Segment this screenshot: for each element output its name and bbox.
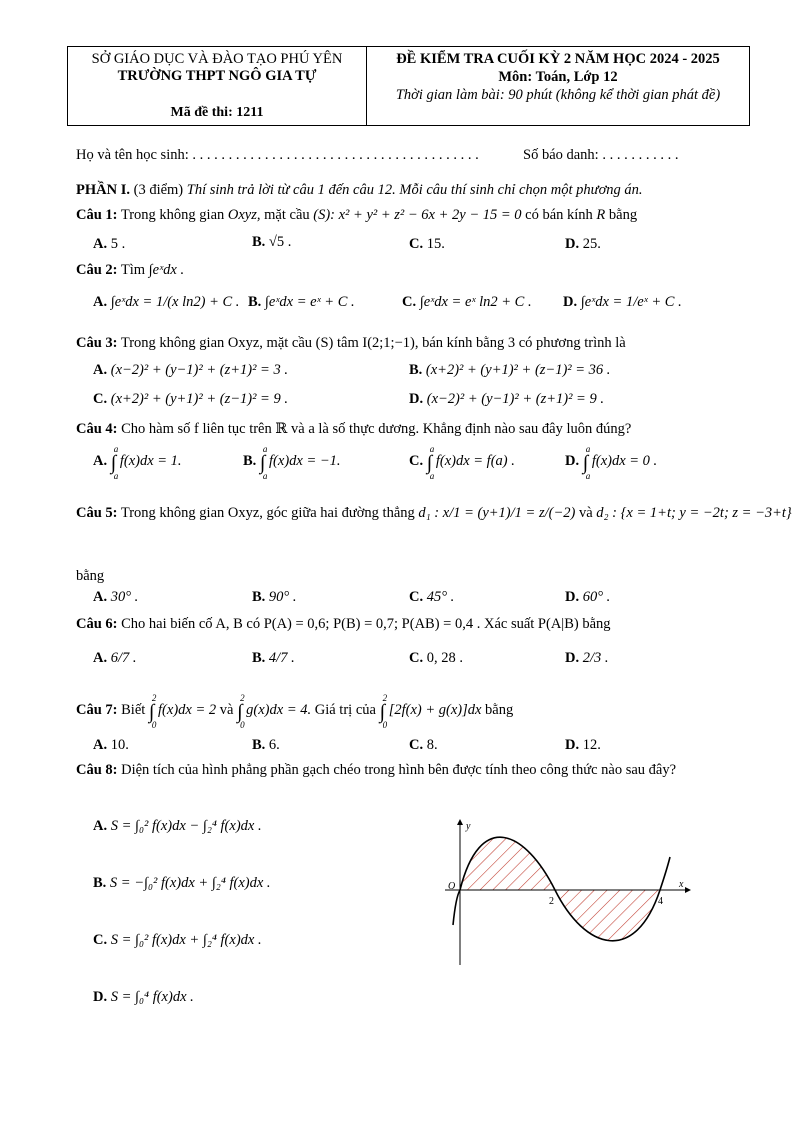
q3-option-d[interactable]: D. (x−2)² + (y−1)² + (z+1)² = 9 . <box>409 391 604 407</box>
q6-option-b[interactable]: B. 4/7 . <box>252 650 295 666</box>
q4-option-c[interactable]: C. ∫ a a f(x)dx = f(a) . <box>409 444 515 481</box>
department-name: SỞ GIÁO DỤC VÀ ĐÀO TẠO PHÚ YÊN <box>91 51 343 67</box>
question-1 <box>76 207 637 224</box>
q1-option-b[interactable]: B. √5 . <box>252 234 292 250</box>
exam-duration: Thời gian làm bài: 90 phút (không kể thời gian phát đề) <box>395 87 721 103</box>
part1-heading <box>76 182 643 199</box>
q8-option-b[interactable]: B. S = −∫₀² f(x)dx + ∫₂⁴ f(x)dx . <box>93 875 271 891</box>
q1-text-b: mặt cầu <box>264 207 310 223</box>
q8-graph <box>440 815 710 970</box>
q3-option-b[interactable]: B. (x+2)² + (y+1)² + (z−1)² = 36 . <box>409 362 611 378</box>
question-8 <box>76 762 716 779</box>
q2-text: Tìm <box>120 262 146 278</box>
q4-option-d[interactable]: D. ∫ a a f(x)dx = 0 . <box>565 444 658 481</box>
q1-space: Oxyz, <box>227 207 261 223</box>
question-3 <box>76 335 626 352</box>
q8-option-c[interactable]: C. S = ∫₀² f(x)dx + ∫₂⁴ f(x)dx . <box>93 932 262 948</box>
q7-integral-f: f(x)dx = 2 <box>158 702 217 718</box>
q5-and: và <box>578 505 593 521</box>
q8-label: Câu 8: <box>76 762 118 778</box>
x-axis-label: x <box>679 879 684 890</box>
q3-text: Trong không gian Oxyz, mặt cầu (S) tâm I(2;1;−1), bán kính bằng 3 có phương trình là <box>120 335 626 351</box>
q7-integral-combined: [2f(x) + g(x)]dx <box>388 702 482 718</box>
school-name: TRƯỜNG THPT NGÔ GIA TỰ <box>117 68 317 84</box>
q5-label: Câu 5: <box>76 505 118 521</box>
q2-label: Câu 2: <box>76 262 118 278</box>
exam-title: ĐỀ KIỂM TRA CUỐI KỲ 2 NĂM HỌC 2024 - 2025 <box>396 51 720 67</box>
q1-option-d[interactable]: D. 25. <box>565 236 601 252</box>
q2-option-b[interactable]: B. ∫eˣdx = eˣ + C . <box>248 294 355 310</box>
q4-text: Cho hàm số f liên tục trên ℝ và a là số thực dương. Khẳng định nào sau đây luôn đúng? <box>121 421 632 437</box>
q2-option-a[interactable]: A. ∫eˣdx = 1/(x ln2) + C . <box>93 294 240 310</box>
exam-subject: Môn: Toán, Lớp 12 <box>498 69 618 85</box>
q5-tail: bằng <box>76 568 105 584</box>
q1-option-a[interactable]: A. 5 . <box>93 236 126 252</box>
q1-option-c[interactable]: C. 15. <box>409 236 445 252</box>
tick-label-4: 4 <box>658 896 663 907</box>
q1-label: Câu 1: <box>76 207 118 223</box>
q3-option-a[interactable]: A. (x−2)² + (y−1)² + (z+1)² = 3 . <box>93 362 288 378</box>
part1-title: PHẦN I. <box>76 182 130 198</box>
exam-code: Mã đề thi: 1211 <box>170 105 264 120</box>
q8-option-a[interactable]: A. S = ∫₀² f(x)dx − ∫₂⁴ f(x)dx . <box>93 818 262 834</box>
q5-line-d1: d₁ : x/1 = (y+1)/1 = z/(−2) <box>418 505 576 521</box>
q8-option-d[interactable]: D. S = ∫₀⁴ f(x)dx . <box>93 989 194 1005</box>
q5-option-c[interactable]: C. 45° . <box>409 589 455 605</box>
q7-label: Câu 7: <box>76 702 118 718</box>
q2-expression: ∫eˣdx . <box>148 262 185 278</box>
q5-text: Trong không gian Oxyz, góc giữa hai đường thẳng <box>120 505 415 521</box>
q7-option-d[interactable]: D. 12. <box>565 737 601 753</box>
exam-header <box>67 46 750 126</box>
q6-option-a[interactable]: A. 6/7 . <box>93 650 137 666</box>
q6-option-c[interactable]: C. 0, 28 . <box>409 650 463 666</box>
q7-option-a[interactable]: A. 10. <box>93 737 129 753</box>
q3-label: Câu 3: <box>76 335 118 351</box>
q4-option-a[interactable]: A. ∫ a a f(x)dx = 1. <box>93 444 182 481</box>
part1-instruction: Thí sinh trả lời từ câu 1 đến câu 12. Mỗi câu thí sinh chỉ chọn một phương án. <box>186 182 643 198</box>
q1-radius: R <box>596 207 606 223</box>
question-7: Câu 7: Biết ∫ 2 0 f(x)dx = 2 và ∫ 2 0 g(x)dx = 4. Giá trị của ∫ 2 0 [2f(x) + g(x)]dx bằng <box>76 693 514 730</box>
question-4 <box>76 421 631 438</box>
q4-label: Câu 4: <box>76 421 118 437</box>
y-axis-label: y <box>466 821 471 832</box>
part1-points: (3 điểm) <box>133 182 184 198</box>
q1-text-d: bằng <box>608 207 638 223</box>
q7-integral-g: g(x)dx = 4. <box>246 702 312 718</box>
q4-option-b[interactable]: B. ∫ a a f(x)dx = −1. <box>243 444 341 481</box>
question-2 <box>76 262 184 279</box>
tick-label-2: 2 <box>549 896 554 907</box>
student-id-line: Số báo danh: . . . . . . . . . . . <box>523 147 679 163</box>
q5-option-a[interactable]: A. 30° . <box>93 589 139 605</box>
q5-line-d2: d₂ : {x = 1+t; y = −2t; z = −3+t} <box>596 505 792 521</box>
q1-text: Trong không gian <box>120 207 225 223</box>
q1-text-c: có bán kính <box>525 207 593 223</box>
q5-option-b[interactable]: B. 90° . <box>252 589 297 605</box>
q7-option-c[interactable]: C. 8. <box>409 737 438 753</box>
q1-equation: (S): x² + y² + z² − 6x + 2y − 15 = 0 <box>313 207 522 223</box>
q2-option-d[interactable]: D. ∫eˣdx = 1/eˣ + C . <box>563 294 682 310</box>
question-5 <box>76 505 792 522</box>
hatched-region-left <box>460 837 555 890</box>
origin-label: O <box>448 881 456 892</box>
q6-text: Cho hai biến cố A, B có P(A) = 0,6; P(B) = 0,7; P(AB) = 0,4 . Xác suất P(A|B) bằng <box>121 616 611 632</box>
q6-label: Câu 6: <box>76 616 118 632</box>
question-6 <box>76 616 611 633</box>
q5-option-d[interactable]: D. 60° . <box>565 589 611 605</box>
q2-option-c[interactable]: C. ∫eˣdx = eˣ ln2 + C . <box>402 294 532 310</box>
q7-option-b[interactable]: B. 6. <box>252 737 280 753</box>
q8-text: Diện tích của hình phẳng phần gạch chéo trong hình bên được tính theo công thức nào sau đây? <box>121 762 677 778</box>
q3-option-c[interactable]: C. (x+2)² + (y+1)² + (z−1)² = 9 . <box>93 391 288 407</box>
student-name-line: Họ và tên học sinh: . . . . . . . . . . . . . . . . . . . . . . . . . . . . . . . . . . . . . . . . <box>76 147 479 163</box>
q6-option-d[interactable]: D. 2/3 . <box>565 650 609 666</box>
